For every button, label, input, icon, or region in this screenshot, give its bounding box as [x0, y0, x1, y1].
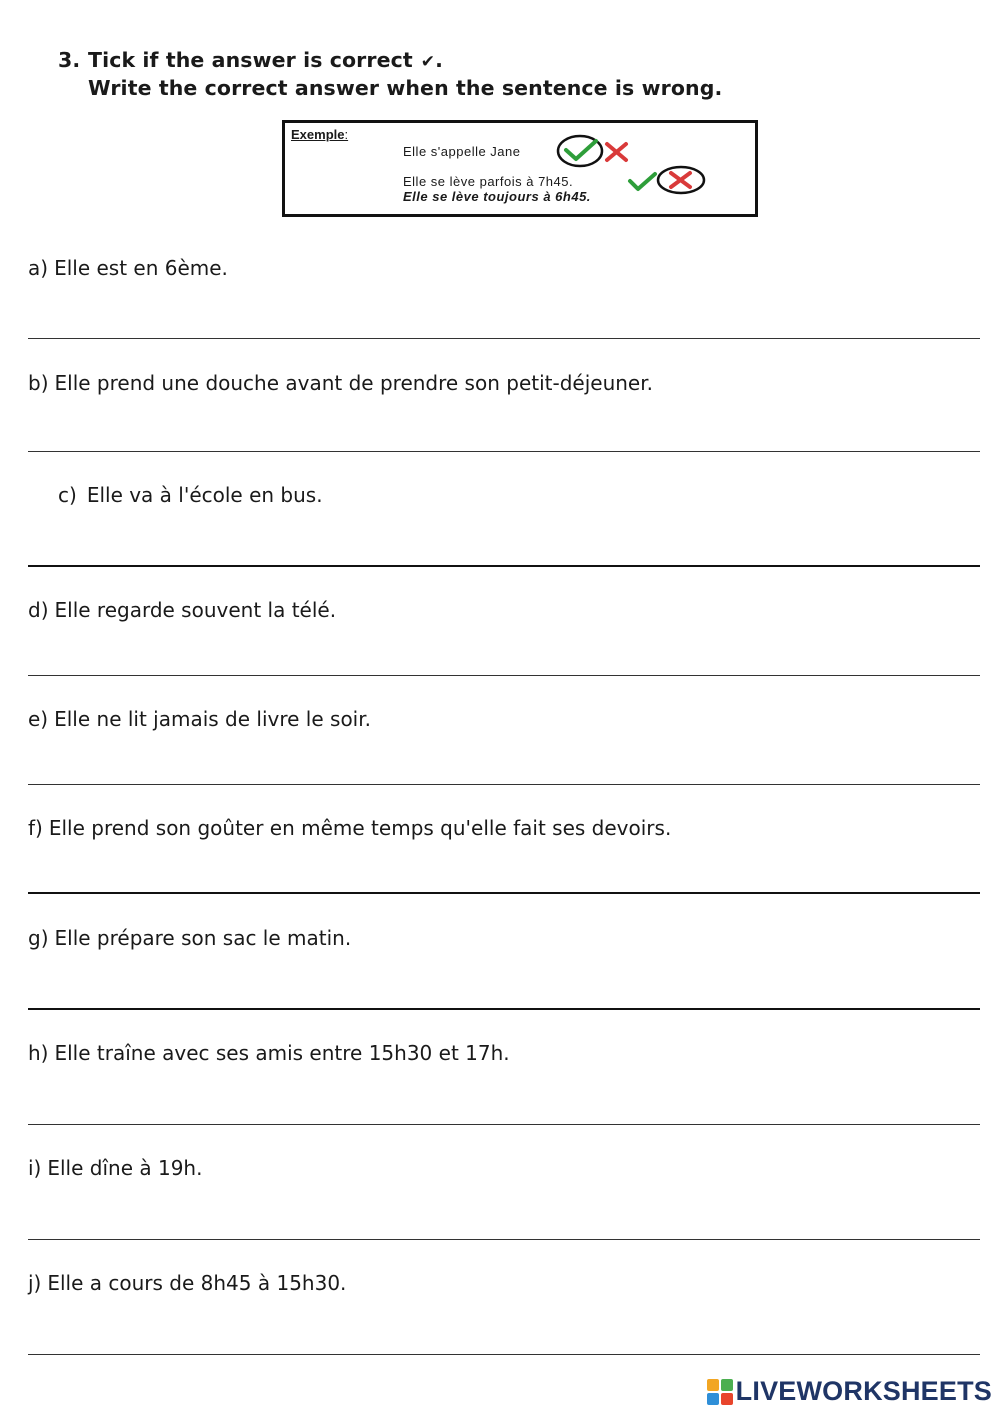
question-c: c) Elle va à l'école en bus. [58, 483, 323, 507]
liveworksheets-logo [707, 1376, 992, 1407]
question-d: d) Elle regarde souvent la télé. [28, 598, 337, 622]
answer-line-b[interactable] [28, 451, 980, 452]
logo-square [707, 1393, 719, 1405]
instruction-line-1 [58, 48, 443, 72]
answer-line-j[interactable] [28, 1354, 980, 1355]
answer-line-f[interactable] [28, 892, 980, 894]
logo-square [721, 1393, 733, 1405]
answer-line-a[interactable] [28, 338, 980, 339]
question-h: h) Elle traîne avec ses amis entre 15h30 et 17h. [28, 1041, 510, 1065]
instruction-line-2: Write the correct answer when the sentence is wrong. [88, 76, 723, 100]
liveworksheets-icon [707, 1379, 733, 1405]
question-e: e) Elle ne lit jamais de livre le soir. [28, 707, 371, 731]
example-sentence-1: Elle s'appelle Jane [403, 144, 521, 159]
answer-line-g[interactable] [28, 1008, 980, 1010]
answer-line-c[interactable] [28, 565, 980, 567]
check-icon [566, 141, 596, 159]
question-a: a) Elle est en 6ème. [28, 256, 228, 280]
exercise-number: 3. [58, 48, 81, 72]
answer-line-d[interactable] [28, 675, 980, 676]
example-box [282, 120, 758, 217]
answer-line-h[interactable] [28, 1124, 980, 1125]
question-g: g) Elle prépare son sac le matin. [28, 926, 352, 950]
example-correction: Elle se lève toujours à 6h45. [403, 189, 591, 204]
logo-square [721, 1379, 733, 1391]
tick-icon: ✔ [420, 52, 436, 72]
instruction-text-1: Tick if the answer is correct [88, 48, 413, 72]
question-j: j) Elle a cours de 8h45 à 15h30. [28, 1271, 347, 1295]
example-marks [285, 123, 755, 214]
question-i: i) Elle dîne à 19h. [28, 1156, 203, 1180]
example-sentence-2: Elle se lève parfois à 7h45. [403, 174, 574, 189]
answer-line-i[interactable] [28, 1239, 980, 1240]
instruction-period: . [435, 48, 443, 72]
cross-icon [607, 144, 626, 160]
question-b: b) Elle prend une douche avant de prendre son petit-déjeuner. [28, 371, 653, 395]
liveworksheets-wordmark: LIVEWORKSHEETS [735, 1376, 992, 1406]
cross-icon [671, 173, 690, 187]
answer-line-e[interactable] [28, 784, 980, 785]
example-label: Exemple: [291, 127, 349, 142]
check-icon [630, 174, 655, 189]
question-f: f) Elle prend son goûter en même temps qu'elle fait ses devoirs. [28, 816, 672, 840]
logo-square [707, 1379, 719, 1391]
